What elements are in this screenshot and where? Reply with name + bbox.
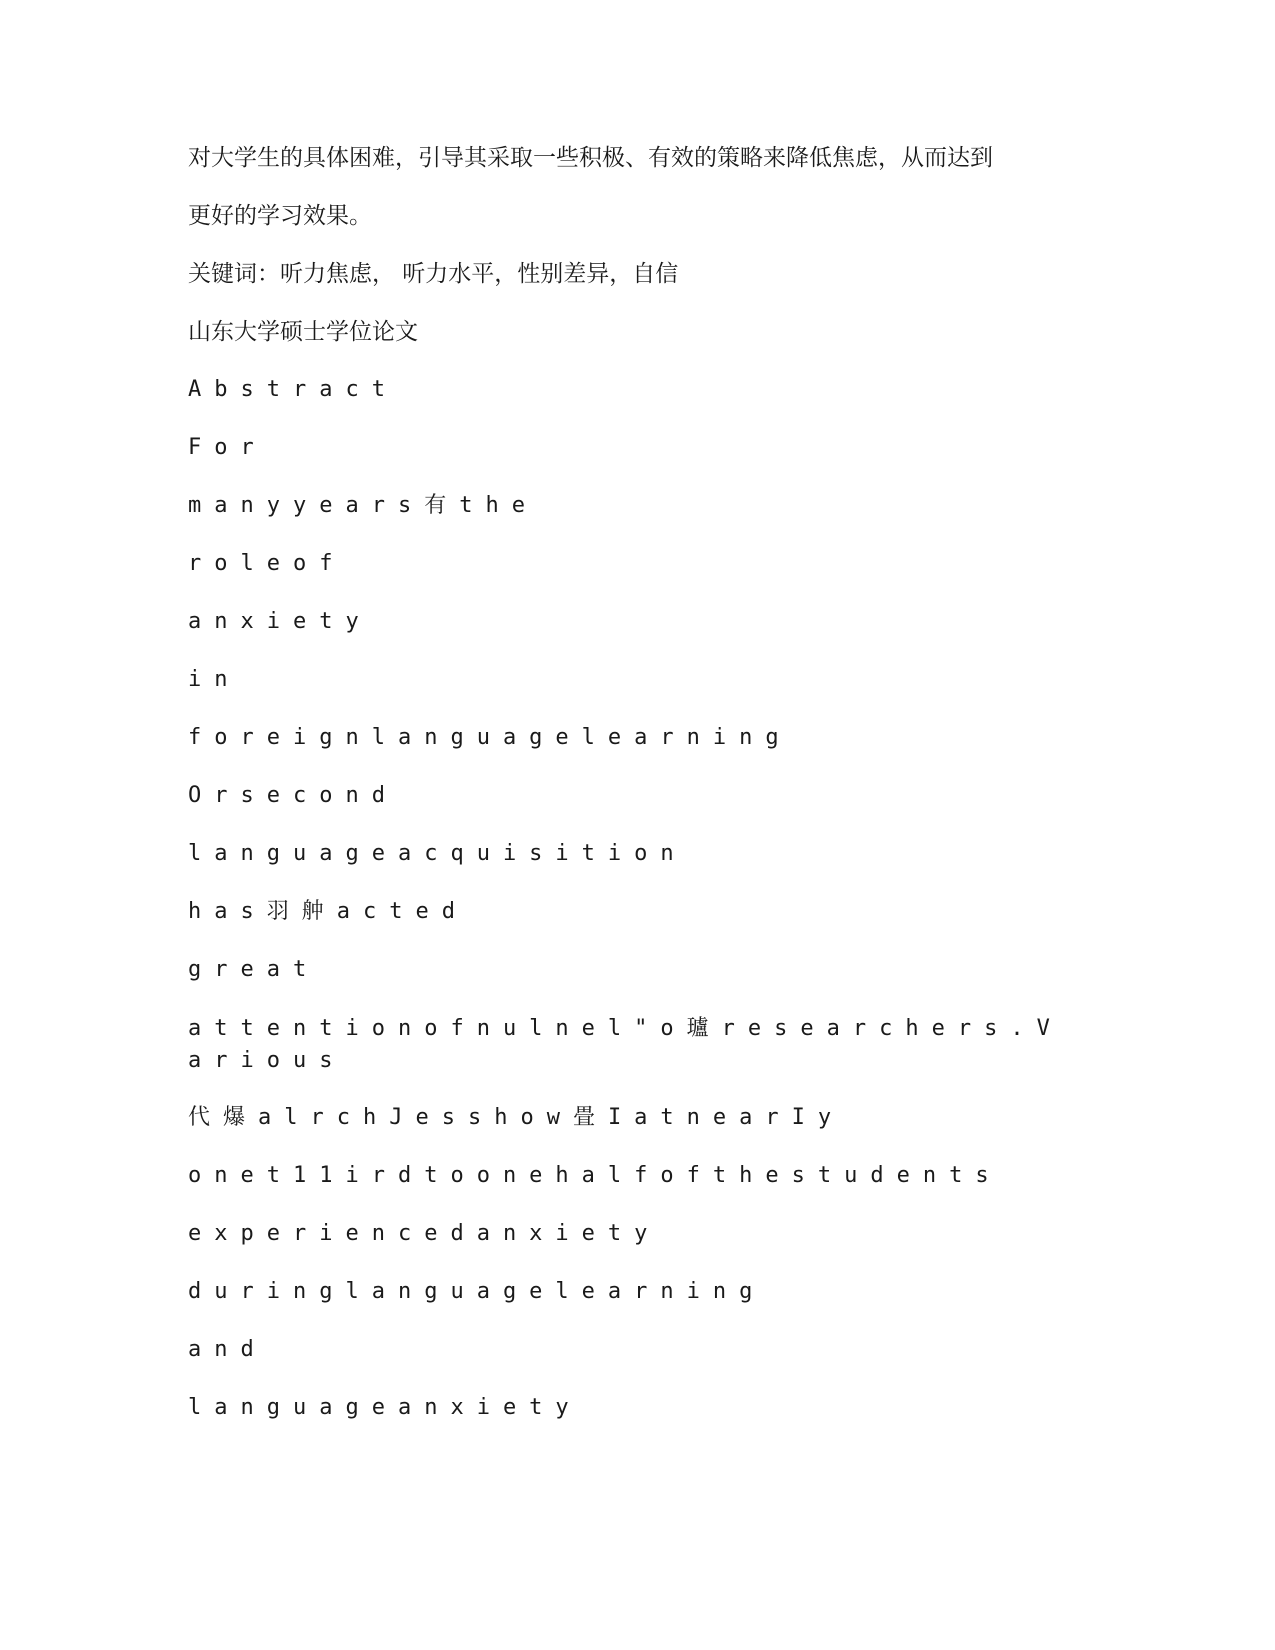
abstract-line: and [188, 1337, 267, 1362]
abstract-line: attentionofnulnel"o瓐researchers.Various [188, 1016, 1063, 1073]
abstract-line: experiencedanxiety [188, 1221, 661, 1246]
abstract-line: For [188, 435, 267, 460]
abstract-line: onet11irdtoonehalfofthestudents [188, 1163, 1002, 1188]
abstract-line: roleof [188, 551, 346, 576]
abstract-line: foreignlanguagelearning [188, 725, 792, 750]
abstract-line: duringlanguagelearning [188, 1279, 766, 1304]
abstract-line: anxiety [188, 609, 372, 634]
body-text-line-1: 对大学生的具体困难，引导其采取一些积极、有效的策略来降低焦虑，从而达到 [188, 145, 993, 171]
abstract-line: 代爆alrchJesshow畳IatnearIy [188, 1105, 845, 1130]
abstract-line: languageacquisition [188, 841, 687, 866]
abstract-line: languageanxiety [188, 1395, 582, 1420]
keywords-line: 关键词：听力焦虑， 听力水平，性别差异，自信 [188, 261, 679, 287]
abstract-heading: Abstract [188, 377, 398, 402]
running-header: 山东大学硕士学位论文 [188, 319, 418, 345]
abstract-line: manyyears有the [188, 493, 538, 518]
abstract-line: has羽舯acted [188, 899, 468, 924]
abstract-line: in [188, 667, 241, 692]
abstract-line: great [188, 957, 320, 982]
abstract-line: Orsecond [188, 783, 398, 808]
body-text-line-2: 更好的学习效果。 [188, 203, 372, 229]
